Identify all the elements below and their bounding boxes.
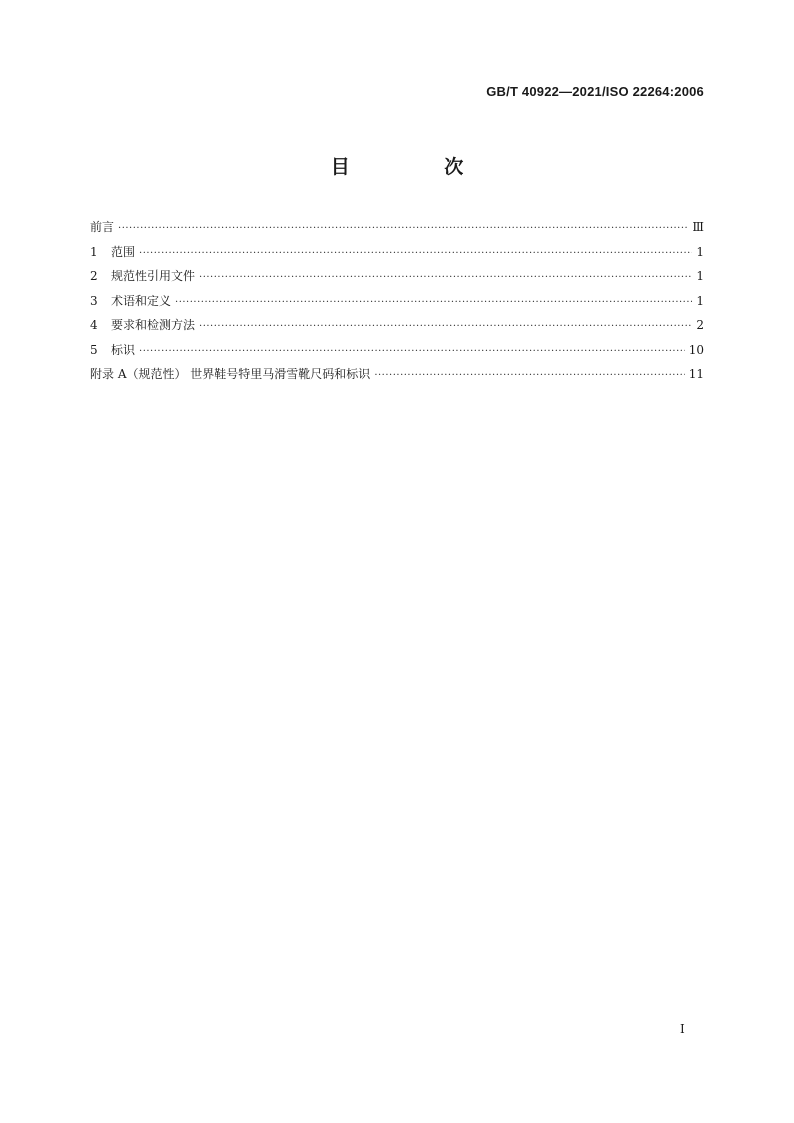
page-number: I [680,1022,685,1036]
dot-leader [374,367,684,385]
toc-entry-marking[interactable] [90,341,704,366]
toc-entry-number: 2 [90,269,98,283]
toc-entry-annex-a[interactable] [90,365,704,390]
toc-entry-label: 2 规范性引用文件 [90,269,196,283]
dot-leader [139,343,685,361]
document-number: GB/T 40922—2021/ISO 22264:2006 [486,84,704,99]
toc-entry-foreword[interactable] [90,218,704,243]
dot-leader [199,269,692,287]
page-title: 目 次 [330,156,508,178]
toc-entry-requirements-test-methods[interactable] [90,316,704,341]
toc-entry-scope[interactable] [90,243,704,268]
toc-entry-page: 10 [688,342,704,357]
toc-entry-label: 附录 A（规范性） 世界鞋号特里马滑雪靴尺码和标识 [90,367,371,381]
toc-entry-label: 4 要求和检测方法 [90,318,196,332]
toc-entry-number: 5 [90,342,98,357]
toc-entry-page: 11 [688,367,704,381]
toc-entry-normative-references[interactable] [90,267,704,292]
toc-entry-label: 5 标识 [90,342,136,357]
toc-entry-number: 3 [90,293,98,308]
toc-entry-page: 2 [696,318,704,332]
toc-entry-number: 1 [90,244,98,259]
toc-entry-page: Ⅲ [692,220,704,234]
toc-entry-label: 1 范围 [90,244,136,259]
toc-entry-label: 3 术语和定义 [90,293,172,308]
toc-entry-page: 1 [696,269,704,283]
dot-leader [139,245,692,263]
toc-entry-label: 前言 [90,220,115,234]
table-of-contents [90,218,704,390]
toc-entry-number: 4 [90,318,98,332]
dot-leader [199,318,692,336]
dot-leader [175,294,692,312]
toc-entry-page: 1 [696,293,704,308]
toc-entry-page: 1 [696,244,704,259]
toc-entry-terms-definitions[interactable] [90,292,704,317]
dot-leader [118,220,688,238]
